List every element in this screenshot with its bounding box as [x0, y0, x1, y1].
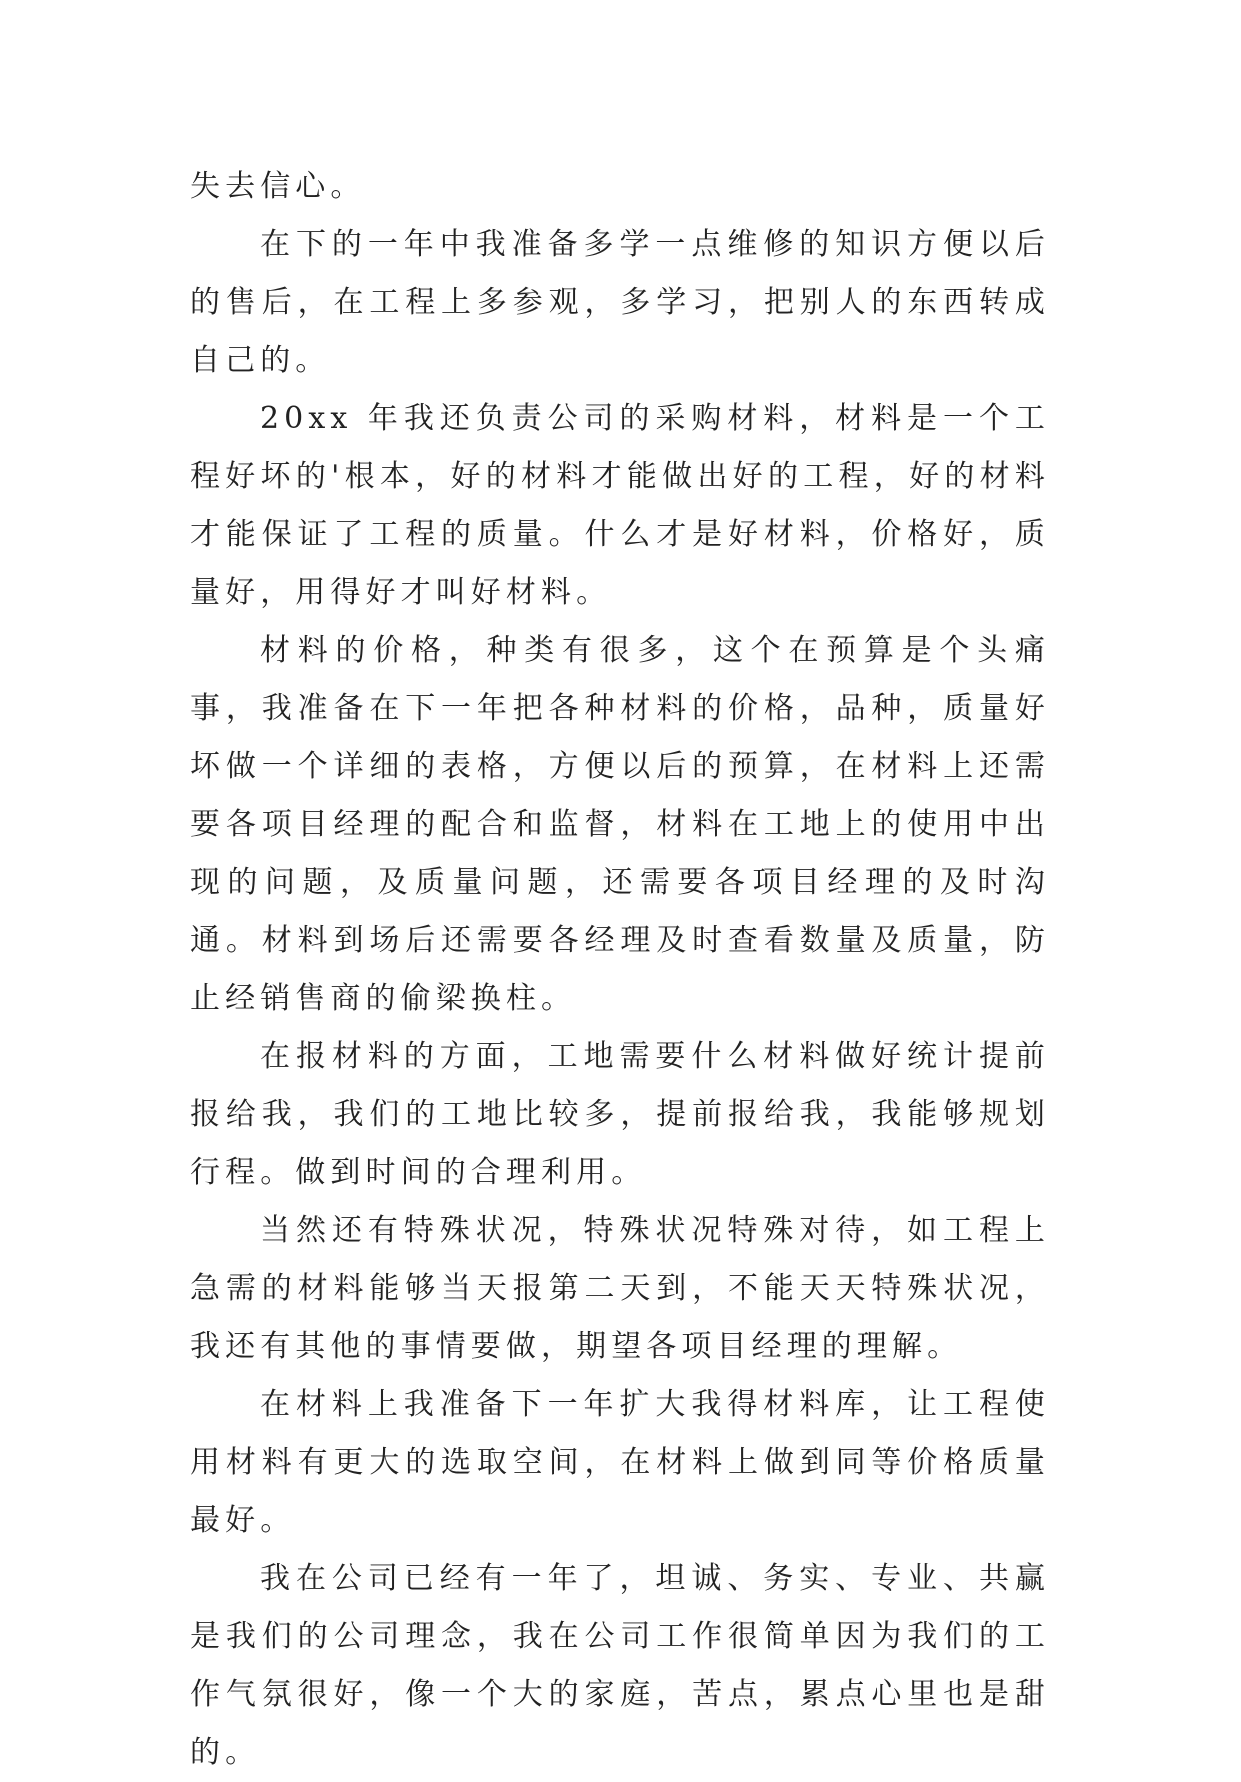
paragraph: 当然还有特殊状况，特殊状况特殊对待，如工程上急需的材料能够当天报第二天到，不能天天特殊状况，我还有其他的事情要做，期望各项目经理的理解。 [190, 1213, 1050, 1364]
paragraph: 在材料上我准备下一年扩大我得材料库，让工程使用材料有更大的选取空间，在材料上做到同等价格质量最好。 [190, 1387, 1050, 1538]
paragraph: 在下的一年中我准备多学一点维修的知识方便以后的售后，在工程上多参观，多学习，把别人的东西转成自己的。 [190, 227, 1050, 378]
paragraph-continuation: 失去信心。 [190, 169, 366, 204]
document-body [190, 158, 1050, 1782]
paragraph: 我在公司已经有一年了，坦诚、务实、专业、共赢是我们的公司理念，我在公司工作很简单因为我们的工作气氛很好，像一个大的家庭，苦点，累点心里也是甜的。 [190, 1561, 1050, 1770]
paragraph: 材料的价格，种类有很多，这个在预算是个头痛事，我准备在下一年把各种材料的价格，品种，质量好坏做一个详细的表格，方便以后的预算，在材料上还需要各项目经理的配合和监督，材料在工地上的使用中出现的问题，及质量问题，还需要各项目经理的及时沟通。材料到场后还需要各经理及时查看数量及质量，防止经销售商的偷梁换柱。 [190, 633, 1050, 1016]
paragraph: 20xx 年我还负责公司的采购材料，材料是一个工程好坏的'根本，好的材料才能做出好的工程，好的材料才能保证了工程的质量。什么才是好材料，价格好，质量好，用得好才叫好材料。 [190, 401, 1050, 610]
paragraph: 在报材料的方面，工地需要什么材料做好统计提前报给我，我们的工地比较多，提前报给我，我能够规划行程。做到时间的合理利用。 [190, 1039, 1050, 1190]
